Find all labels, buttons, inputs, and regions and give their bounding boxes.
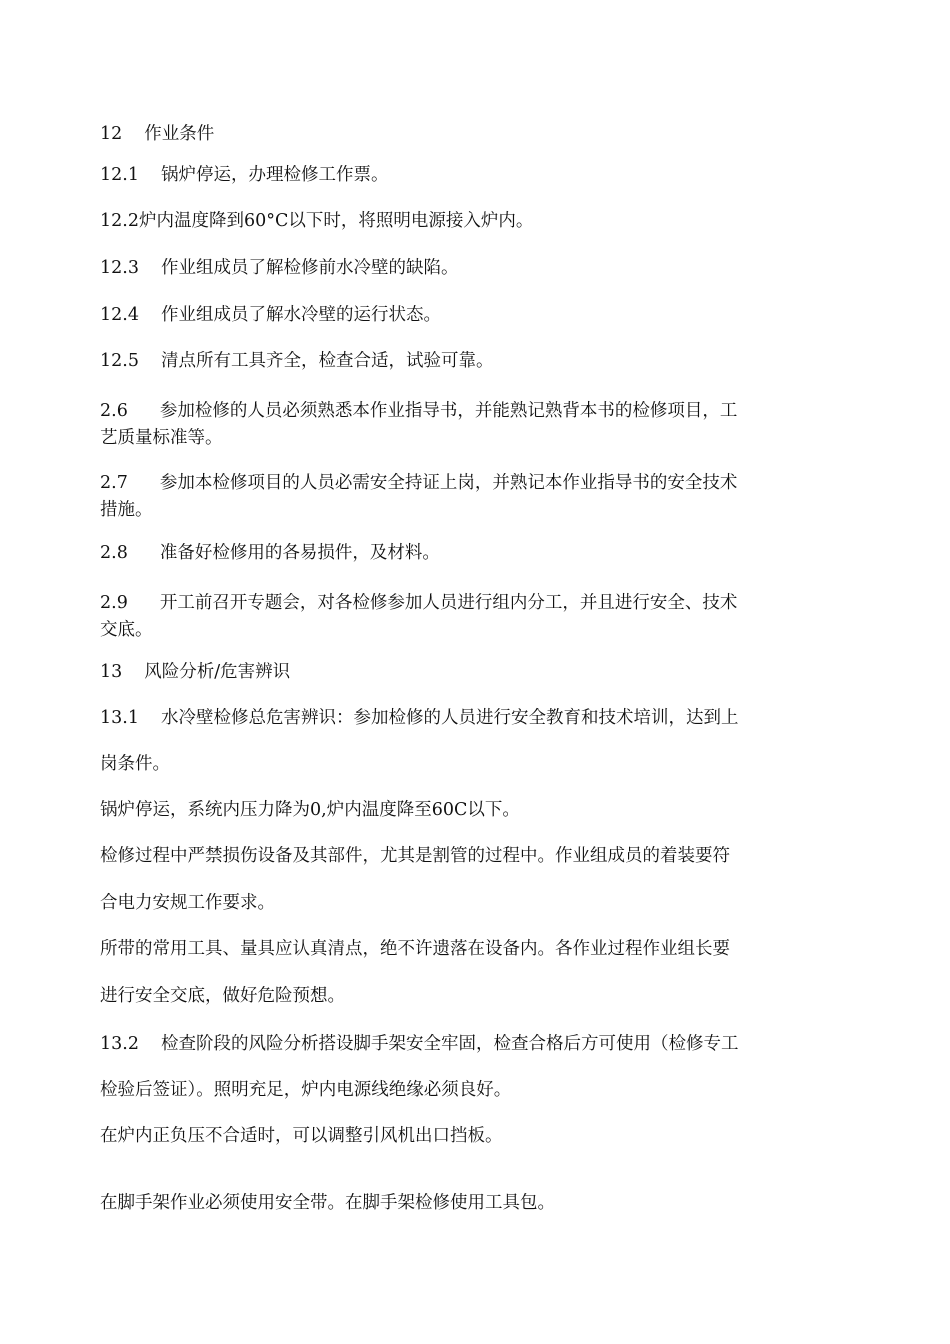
- list-item: [100, 162, 388, 188]
- item-number: 12.3: [100, 258, 139, 278]
- paragraph: 所带的常用工具、量具应认真清点，绝不许遗落在设备内。各作业过程作业组长要: [100, 939, 730, 959]
- paragraph: 在脚手架作业必须使用安全带。在脚手架检修使用工具包。: [100, 1193, 555, 1213]
- section-title: 风险分析/危害辨识: [144, 662, 291, 682]
- item-number: 13.2: [100, 1034, 139, 1054]
- list-item: [100, 470, 737, 496]
- item-number: 12.1: [100, 165, 139, 185]
- item-number: 13.1: [100, 708, 139, 728]
- list-item: [100, 348, 493, 374]
- item-text: 参加本检修项目的人员必需安全持证上岗，并熟记本作业指导书的安全技术: [159, 473, 738, 493]
- item-text: 锅炉停运，办理检修工作票。: [160, 165, 389, 185]
- section-number: 12: [100, 124, 123, 144]
- item-text: 准备好检修用的各易损件，及材料。: [159, 543, 440, 563]
- list-item-continuation: 岗条件。: [100, 754, 170, 774]
- item-number: 2.8: [100, 543, 128, 563]
- paragraph: 锅炉停运，系统内压力降为0,炉内温度降至60C以下。: [100, 800, 520, 820]
- list-item-continuation: 检验后签证）。照明充足，炉内电源线绝缘必须良好。: [100, 1080, 512, 1100]
- section-number: 13: [100, 662, 123, 682]
- list-item: [100, 705, 738, 731]
- list-item: [100, 540, 440, 566]
- list-item: [100, 1031, 738, 1057]
- item-text: 作业组成员了解水冷壁的运行状态。: [160, 305, 441, 325]
- section-heading: [100, 121, 214, 147]
- item-number: 2.9: [100, 593, 128, 613]
- item-text: 检查阶段的风险分析搭设脚手架安全牢固，检查合格后方可使用（检修专工: [160, 1034, 739, 1054]
- item-text: 清点所有工具齐全，检查合适，试验可靠。: [160, 351, 494, 371]
- item-text: 开工前召开专题会，对各检修参加人员进行组内分工，并且进行安全、技术: [159, 593, 738, 613]
- list-item-continuation: 交底。: [100, 620, 153, 640]
- item-text: 水冷壁检修总危害辨识：参加检修的人员进行安全教育和技术培训，达到上: [160, 708, 739, 728]
- paragraph-continuation: 合电力安规工作要求。: [100, 893, 275, 913]
- section-title: 作业条件: [144, 124, 215, 144]
- list-item: [100, 590, 737, 616]
- list-item: [100, 255, 458, 281]
- item-number: 12.5: [100, 351, 139, 371]
- list-item: [100, 302, 441, 328]
- item-text: 炉内温度降到60°C以下时，将照明电源接入炉内。: [138, 211, 534, 231]
- paragraph: 检修过程中严禁损伤设备及其部件，尤其是割管的过程中。作业组成员的着装要符: [100, 846, 730, 866]
- item-text: 参加检修的人员必须熟悉本作业指导书，并能熟记熟背本书的检修项目，工: [159, 401, 738, 421]
- list-item: [100, 398, 737, 424]
- item-number: 12.2: [100, 211, 139, 231]
- item-number: 2.7: [100, 473, 128, 493]
- item-number: 2.6: [100, 401, 128, 421]
- paragraph: 在炉内正负压不合适时，可以调整引风机出口挡板。: [100, 1126, 503, 1146]
- paragraph-continuation: 进行安全交底，做好危险预想。: [100, 986, 345, 1006]
- item-text: 作业组成员了解检修前水冷壁的缺陷。: [160, 258, 459, 278]
- item-number: 12.4: [100, 305, 139, 325]
- list-item-continuation: 措施。: [100, 500, 153, 520]
- list-item-continuation: 艺质量标准等。: [100, 428, 223, 448]
- list-item: [100, 208, 533, 234]
- section-heading: [100, 659, 290, 685]
